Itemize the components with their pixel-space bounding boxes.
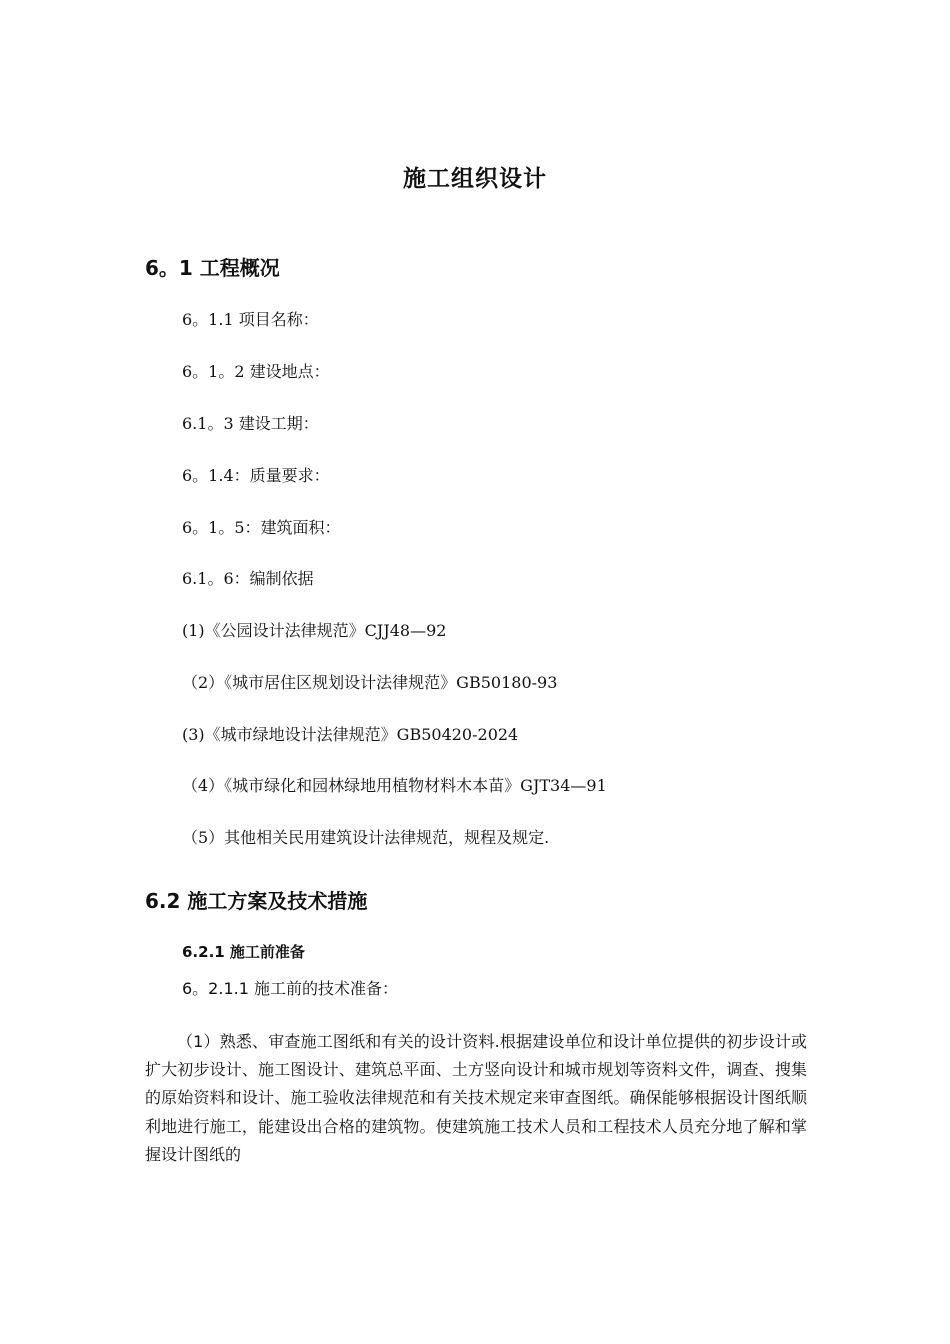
overview-item-project-name: 6。1.1 项目名称： [182,310,319,329]
body-paragraph-text: （1）熟悉、审查施工图纸和有关的设计资料.根据建设单位和设计单位提供的初步设计或扩大初步设计、施工图设计、建筑总平面、土方竖向设计和城市规划等资料文件，调查、搜集的原始资料和设计、施工验收法律规范和有关技术规定来审查图纸。确保能够根据设计图纸顺利地进行施工，能建设出合格的建筑物。使建筑施工技术人员和工程技术人员充分地了解和掌握设计图纸的 [145,1032,807,1164]
overview-item-basis: 6.1。6：编制依据 [182,569,314,588]
reference-item-3: (3)《城市绿地设计法律规范》GB50420-2024 [182,725,519,744]
subitem-technical-preparation: 6。2.1.1 施工前的技术准备： [182,979,398,998]
section-heading-overview: 6。1 工程概况 [145,256,280,280]
reference-item-2: （2）《城市居住区规划设计法律规范》GB50180-93 [182,673,558,692]
overview-item-duration: 6.1。3 建设工期： [182,414,319,433]
reference-item-5: （5）其他相关民用建筑设计法律规范，规程及规定. [182,828,550,847]
reference-item-4: （4）《城市绿化和园林绿地用植物材料木本苗》GJT34—91 [182,776,607,795]
overview-item-area: 6。1。5：建筑面积： [182,518,341,537]
document-title: 施工组织设计 [403,166,547,192]
section-heading-methods: 6.2 施工方案及技术措施 [145,889,368,913]
overview-item-location: 6。1。2 建设地点： [182,362,330,381]
reference-item-1: (1)《公园设计法律规范》CJJ48—92 [182,621,447,640]
subsection-heading-preparation: 6.2.1 施工前准备 [182,943,305,961]
overview-item-quality: 6。1.4：质量要求： [182,466,330,485]
body-paragraph [145,1028,807,1169]
